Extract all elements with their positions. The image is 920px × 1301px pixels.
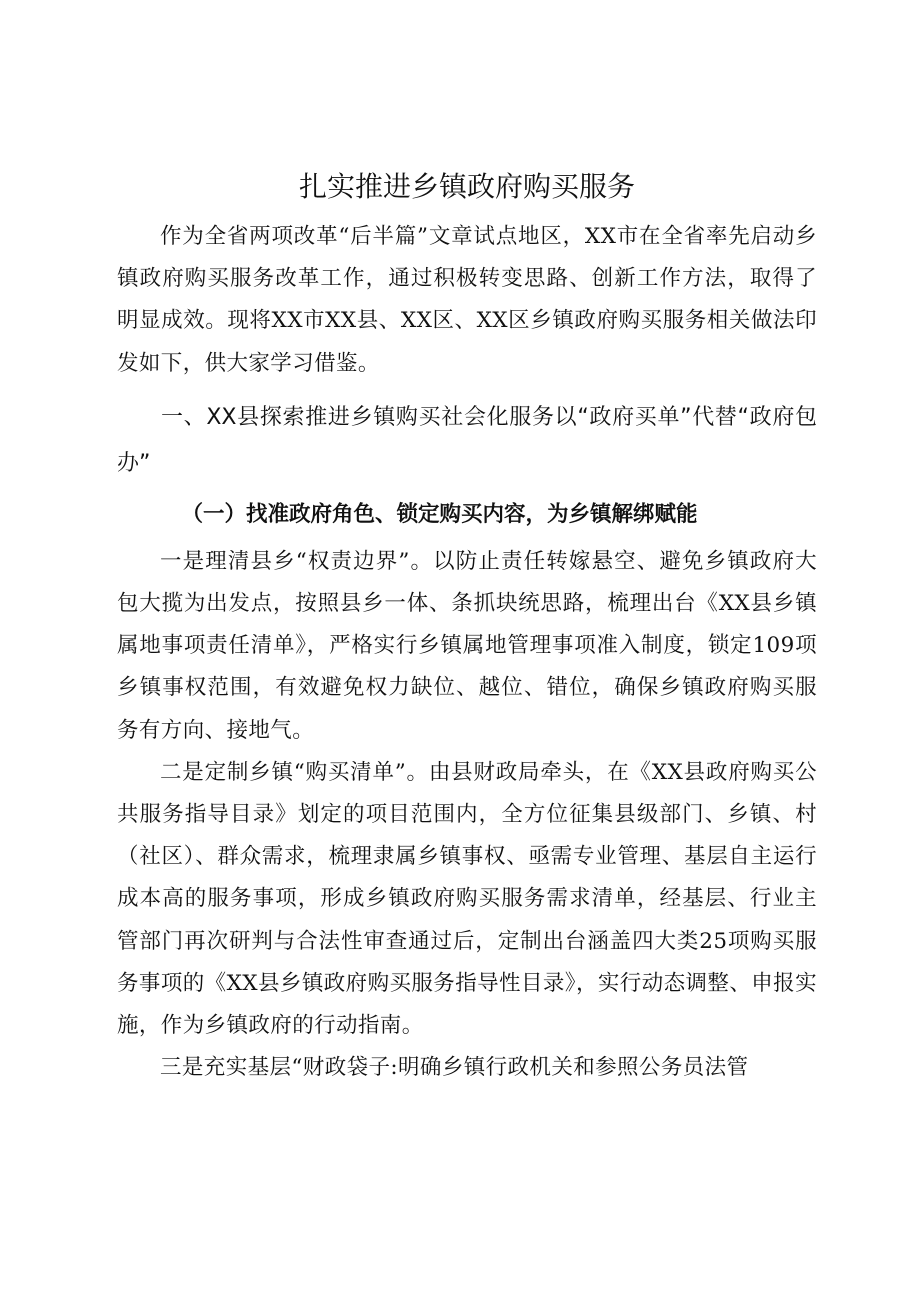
- subsection-heading: （一）找准政府角色、锁定购买内容，为乡镇解绑赋能: [181, 501, 698, 527]
- section-heading: 一、XX县探索推进乡镇购买社会化服务以“政府买单”代替“政府包办”: [117, 404, 817, 476]
- body-paragraph: 二是定制乡镇“购买清单”。由县财政局牵头，在《XX县政府购买公共服务指导目录》划定的项目范围内，全方位征集县级部门、乡镇、村（社区）、群众需求，梳理隶属乡镇事权、亟需专业管理、基层自主运行成本高的服务事项，形成乡镇政府购买服务需求清单，经基层、行业主管部门再次研判与合法性审查通过后，定制出台涵盖四大类25项购买服务事项的《XX县乡镇政府购买服务指导性目录》，实行动态调整、申报实施，作为乡镇政府的行动指南。: [117, 759, 817, 1039]
- document-title: 扎实推进乡镇政府购买服务: [298, 170, 635, 203]
- body-paragraph: 三是充实基层“财政袋子:明确乡镇行政机关和参照公务员法管: [160, 1055, 749, 1081]
- body-paragraph: 一是理清县乡“权责边界”。以防止责任转嫁悬空、避免乡镇政府大包大揽为出发点，按照县乡一体、条抓块统思路，梳理出台《XX县乡镇属地事项责任清单》，严格实行乡镇属地管理事项准入制度，锁定109项乡镇事权范围，有效避免权力缺位、越位、错位，确保乡镇政府购买服务有方向、接地气。: [117, 548, 817, 743]
- document-body: [117, 165, 817, 1089]
- intro-paragraph: 作为全省两项改革“后半篇”文章试点地区，XX市在全省率先启动乡镇政府购买服务改革工作，通过积极转变思路、创新工作方法，取得了明显成效。现将XX市XX县、XX区、XX区乡镇政府购买服务相关做法印发如下，供大家学习借鉴。: [117, 224, 817, 376]
